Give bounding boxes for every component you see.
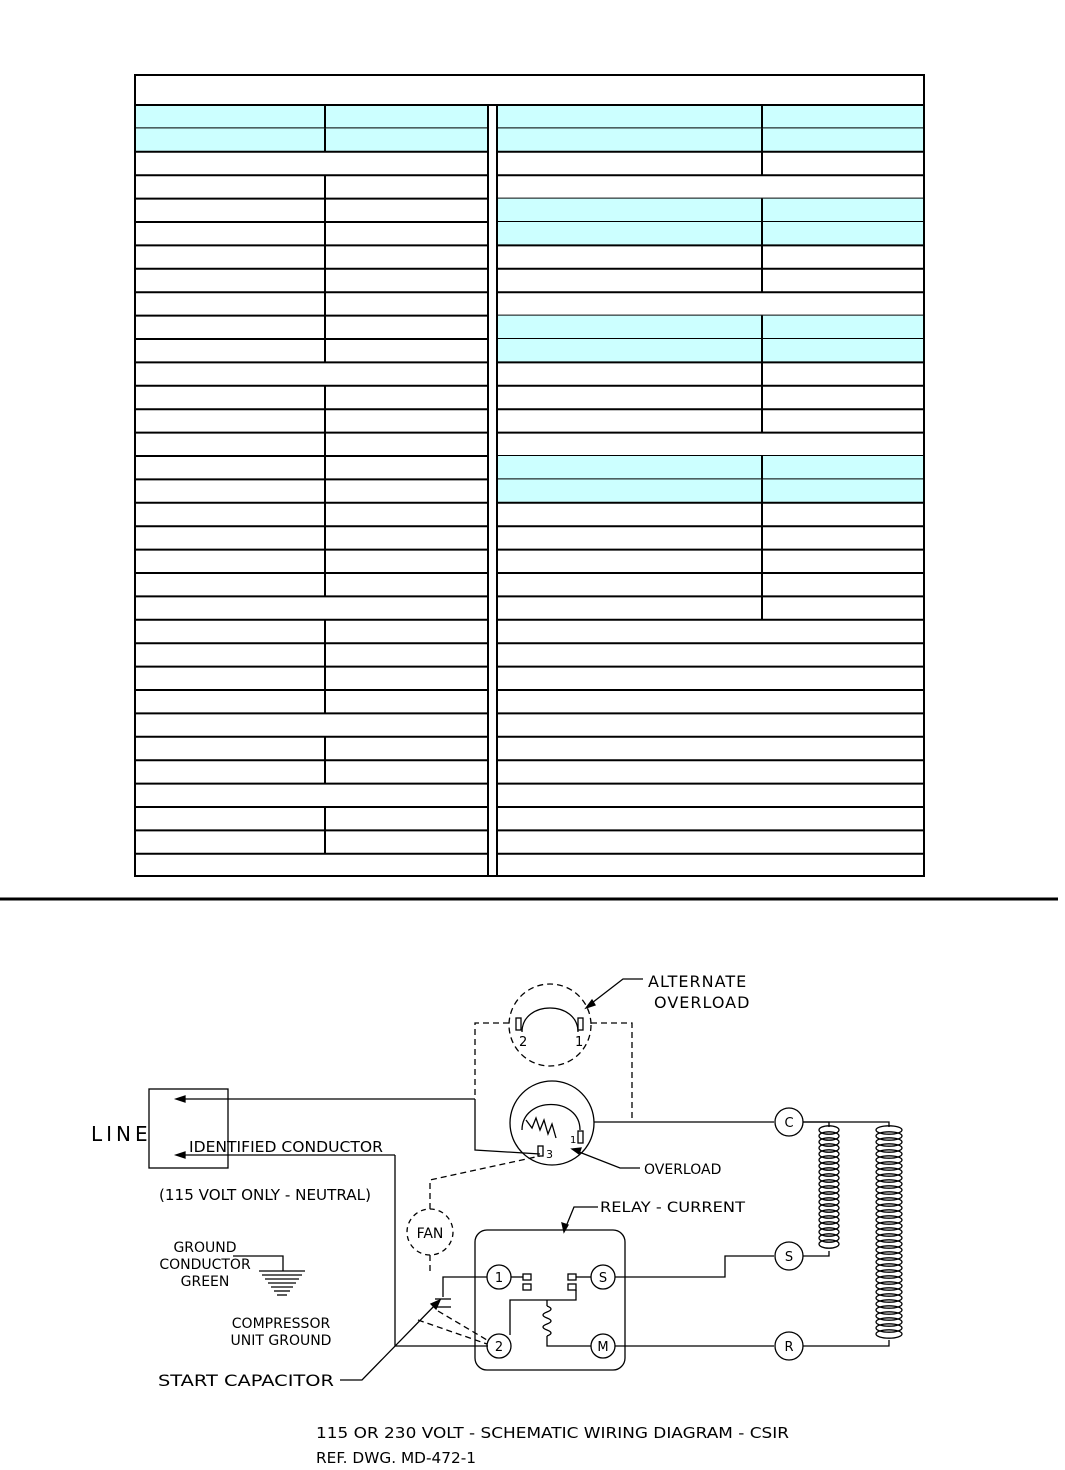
ground-conductor-label-1: GROUND	[173, 1240, 237, 1256]
alternate-overload-element	[522, 1008, 578, 1032]
relay-terminal-s-label: S	[598, 1271, 608, 1286]
overload-arrowhead	[572, 1148, 581, 1154]
capacitor-dashed-to-2-a	[418, 1320, 487, 1344]
start-capacitor-leader	[340, 1302, 438, 1380]
terminal-r-label: R	[784, 1340, 794, 1355]
relay-terminal-2-label: 2	[494, 1340, 504, 1355]
terminal-c-label: C	[784, 1116, 794, 1131]
capacitor-dashed-to-2-b	[438, 1311, 487, 1340]
arrowhead-top	[176, 1096, 185, 1102]
wire-c-to-run-coil	[803, 1122, 889, 1127]
alt-pin-1-label: 1	[575, 1035, 584, 1050]
alt-overload-dashed-right	[591, 1023, 632, 1122]
arrowhead-bottom	[176, 1152, 185, 1158]
run-winding-coil	[876, 1126, 902, 1338]
relay-contact-left	[523, 1274, 531, 1280]
alternate-overload-label-2: OVERLOAD	[654, 993, 751, 1012]
ground-conductor-label-3: GREEN	[180, 1274, 230, 1290]
diagram-caption: 115 OR 230 VOLT - SCHEMATIC WIRING DIAGRAM - CSIR	[316, 1424, 789, 1442]
terminal-s-label: S	[784, 1250, 794, 1265]
relay-contact-left-b	[523, 1284, 531, 1290]
wire-neutral-to-relay	[395, 1155, 488, 1346]
overload-pin-1	[578, 1131, 583, 1143]
identified-conductor-label: IDENTIFIED CONDUCTOR	[189, 1138, 383, 1156]
line-terminal-box	[149, 1089, 228, 1168]
relay-terminal-1-label: 1	[494, 1271, 504, 1286]
overload-pin-3-label: 3	[546, 1148, 553, 1161]
compressor-ground-label-1: COMPRESSOR	[231, 1316, 331, 1332]
overload-leader	[574, 1150, 640, 1168]
start-winding-coil	[819, 1126, 839, 1248]
compressor-ground-label-2: UNIT GROUND	[230, 1333, 332, 1349]
wire-relay-s-to-s	[615, 1256, 774, 1277]
capacitor-wire-to-relay-1	[443, 1277, 487, 1297]
fan-label: FAN	[416, 1226, 444, 1242]
start-capacitor-label: START CAPACITOR	[158, 1371, 334, 1390]
relay-leader	[565, 1207, 598, 1229]
relay-current-label: RELAY - CURRENT	[600, 1200, 746, 1216]
alternate-overload-label-1: ALTERNATE	[648, 972, 748, 991]
overload-heater	[526, 1118, 556, 1138]
wire-r-to-run-coil	[803, 1340, 889, 1346]
line-label: LINE	[91, 1122, 152, 1146]
overload-label: OVERLOAD	[644, 1162, 722, 1178]
relay-terminal-m-label: M	[597, 1340, 609, 1355]
fan-dashed-to-overload	[430, 1156, 540, 1209]
overload-pin-1-label: 1	[570, 1135, 577, 1146]
relay-contact-right-b	[568, 1284, 576, 1290]
relay-coil	[543, 1306, 551, 1336]
neutral-note: (115 VOLT ONLY - NEUTRAL)	[159, 1186, 371, 1204]
wire-s-to-start-coil	[803, 1251, 829, 1256]
alt-pin-left	[516, 1018, 521, 1030]
alt-pin-2-label: 2	[519, 1035, 528, 1050]
ground-conductor-label-2: CONDUCTOR	[159, 1257, 251, 1273]
relay-contact-right	[568, 1274, 576, 1280]
alternate-overload-leader	[588, 979, 643, 1006]
reference-drawing: REF. DWG. MD-472-1	[316, 1449, 476, 1467]
alt-overload-dashed-left	[475, 1023, 509, 1099]
alt-pin-right	[578, 1018, 583, 1030]
relay-coil-to-m	[547, 1336, 591, 1346]
